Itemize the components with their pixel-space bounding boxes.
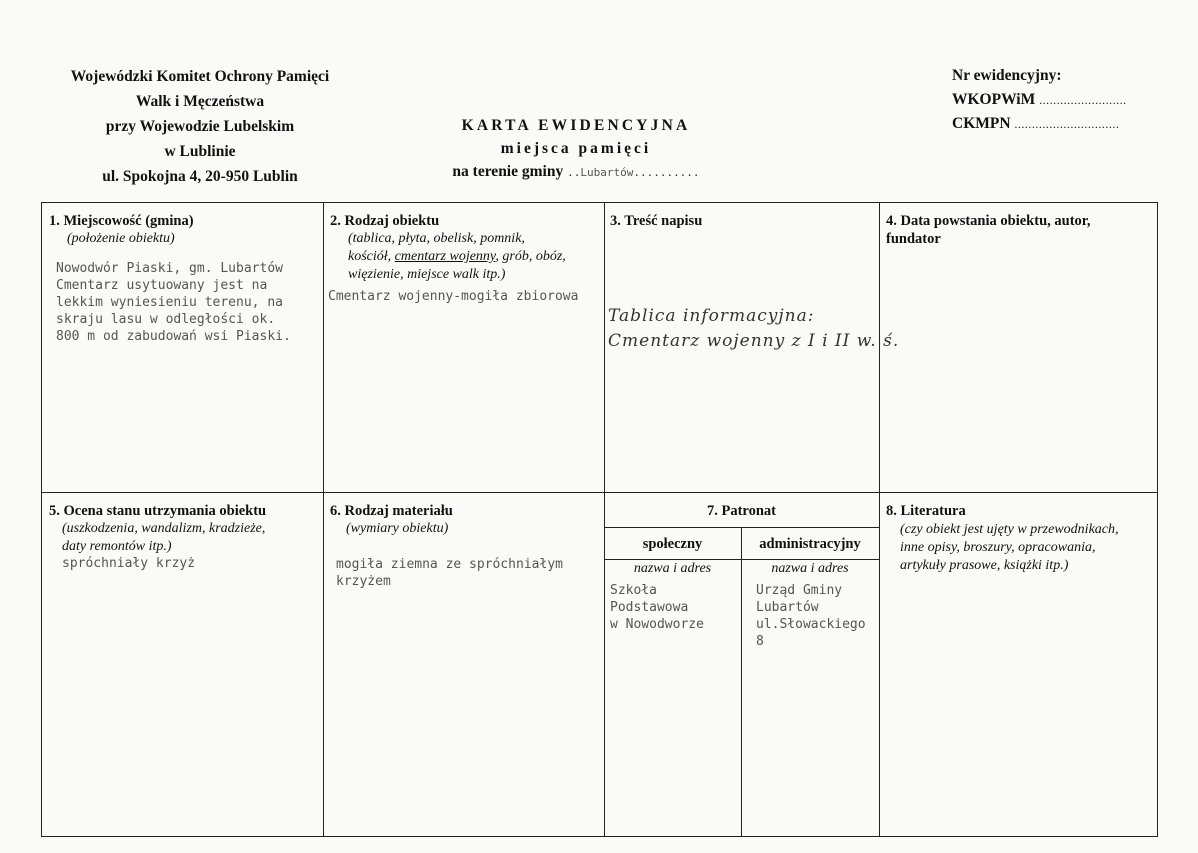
gmina-line: na terenie gminy ..Lubartów.......... bbox=[452, 163, 700, 180]
patronat-admin-line: Lubartów bbox=[756, 600, 819, 615]
card-subtitle: miejsca pamięci bbox=[500, 140, 652, 157]
cell-4-title-line: fundator bbox=[886, 231, 941, 247]
cell-1-value bbox=[56, 260, 291, 345]
cell-5-value: spróchniały krzyż bbox=[62, 556, 196, 571]
cell-1-line: Nowodwór Piaski, gm. Lubartów bbox=[56, 261, 283, 276]
cell-3-handwriting-line-1: Tablica informacyjna: bbox=[608, 306, 815, 326]
cell-1-title: 1. Miejscowość (gmina) bbox=[49, 213, 194, 229]
cell-8-subtitle-line: inne opisy, broszury, opracowania, bbox=[900, 540, 1096, 555]
patronat-social-subtitle: nazwa i adres bbox=[633, 561, 712, 576]
cell-6-value bbox=[336, 556, 563, 590]
form-grid bbox=[41, 202, 1158, 837]
ckmpn-label: CKMPN bbox=[952, 115, 1011, 132]
cell-2-sub-text: , grób, obóz, bbox=[495, 249, 566, 264]
cell-3-handwriting-line-2: Cmentarz wojenny z I i II w. ś. bbox=[608, 331, 900, 351]
cell-2-subtitle-line: więzienie, miejsce walk itp.) bbox=[348, 267, 506, 282]
org-line-2: Walk i Męczeństwa bbox=[135, 93, 265, 110]
cell-6-title: 6. Rodzaj materiału bbox=[330, 503, 453, 519]
cell-2-sub-text: kościół, bbox=[348, 249, 395, 264]
cell-2-subtitle bbox=[348, 230, 604, 284]
cell-6-subtitle: (wymiary obiektu) bbox=[346, 521, 449, 536]
registry-number-block bbox=[952, 64, 1172, 136]
cell-8-subtitle-line: (czy obiekt jest ujęty w przewodnikach, bbox=[900, 522, 1119, 537]
patronat-admin-line: Urząd Gminy bbox=[756, 583, 843, 598]
organization-header bbox=[30, 64, 370, 189]
cell-8-title: 8. Literatura bbox=[886, 503, 966, 519]
cell-4-title bbox=[886, 212, 1091, 248]
gmina-value: Lubartów bbox=[580, 166, 634, 179]
cell-1-subtitle: (położenie obiektu) bbox=[67, 231, 175, 246]
cell-2-title: 2. Rodzaj obiektu bbox=[330, 213, 440, 229]
cell-6-line: mogiła ziemna ze spróchniałym bbox=[336, 557, 563, 572]
cell-5-subtitle bbox=[62, 520, 265, 556]
cell-1-line: lekkim wyniesieniu terenu, na bbox=[56, 295, 283, 310]
patronat-social-header: społeczny bbox=[642, 536, 703, 552]
cell-5-subtitle-line: (uszkodzenia, wandalizm, kradzieże, bbox=[62, 521, 266, 536]
wkopwim-label: WKOPWiM bbox=[952, 91, 1036, 108]
patronat-social-line: Szkoła bbox=[610, 583, 657, 598]
org-line-1: Wojewódzki Komitet Ochrony Pamięci bbox=[70, 68, 330, 85]
card-title-block bbox=[420, 114, 732, 184]
patronat-admin-subtitle: nazwa i adres bbox=[771, 561, 849, 576]
patronat-admin-value bbox=[756, 582, 866, 650]
cell-5-title: 5. Ocena stanu utrzymania obiektu bbox=[49, 503, 267, 519]
wkopwim-row: WKOPWiM ......................... bbox=[952, 91, 1127, 108]
patronat-social-line: w Nowodworze bbox=[610, 617, 704, 632]
cell-1-line: 800 m od zabudowań wsi Piaski. bbox=[56, 329, 291, 344]
gmina-label: na terenie gminy bbox=[452, 163, 564, 180]
patronat-admin-line: 8 bbox=[756, 634, 764, 649]
cell-1-line: Cmentarz usytuowany jest na bbox=[56, 278, 268, 293]
registry-label: Nr ewidencyjny: bbox=[952, 67, 1062, 84]
cell-8-subtitle bbox=[900, 521, 1119, 575]
cell-2-subtitle-line bbox=[348, 248, 604, 266]
cell-1-line: skraju lasu w odległości ok. bbox=[56, 312, 276, 327]
column-divider bbox=[879, 203, 880, 836]
cell-4-title-line: 4. Data powstania obiektu, autor, bbox=[886, 213, 1091, 229]
org-line-4: w Lublinie bbox=[164, 143, 236, 160]
patronat-admin-header: administracyjny bbox=[759, 536, 861, 552]
card-title: KARTA EWIDENCYJNA bbox=[461, 117, 691, 134]
cell-2-subtitle-line: (tablica, płyta, obelisk, pomnik, bbox=[348, 231, 525, 246]
patronat-social-line: Podstawowa bbox=[610, 600, 689, 615]
cell-6-line: krzyżem bbox=[336, 574, 391, 589]
cell-2-sub-underlined: cmentarz wojenny bbox=[394, 249, 496, 264]
cell-5-subtitle-line: daty remontów itp.) bbox=[62, 539, 172, 554]
cell-3-title: 3. Treść napisu bbox=[610, 213, 703, 229]
column-divider bbox=[323, 203, 324, 836]
cell-8-subtitle-line: artykuły prasowe, książki itp.) bbox=[900, 558, 1069, 573]
cell-2-value: Cmentarz wojenny-mogiła zbiorowa bbox=[328, 289, 579, 304]
patronat-admin-line: ul.Słowackiego bbox=[756, 617, 866, 632]
ckmpn-row: CKMPN .............................. bbox=[952, 115, 1120, 132]
row-divider bbox=[42, 492, 1157, 493]
org-line-5: ul. Spokojna 4, 20-950 Lublin bbox=[102, 168, 298, 185]
patronat-social-value bbox=[610, 582, 704, 633]
cell-7-title: 7. Patronat bbox=[706, 503, 776, 519]
org-line-3: przy Wojewodzie Lubelskim bbox=[105, 118, 295, 135]
